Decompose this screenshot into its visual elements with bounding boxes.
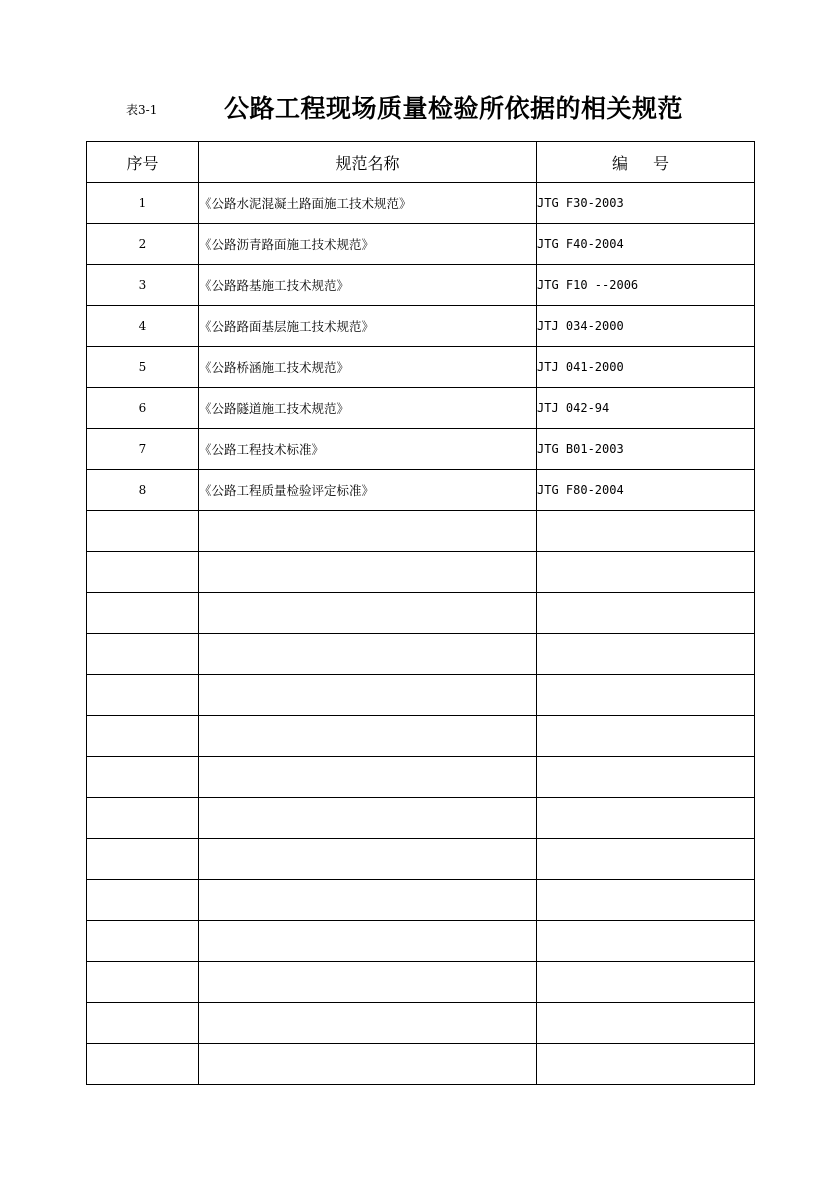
- standard-code-cell: [537, 757, 755, 798]
- row-number-cell: 8: [87, 470, 199, 511]
- standard-name-cell: [199, 716, 537, 757]
- table-row: [87, 347, 755, 388]
- standard-code-cell: JTG F40-2004: [537, 224, 755, 265]
- standard-code-cell: JTJ 034-2000: [537, 306, 755, 347]
- row-number-cell: 6: [87, 388, 199, 429]
- standard-name-cell: [199, 675, 537, 716]
- standard-name-cell: [199, 962, 537, 1003]
- standard-name-cell: [199, 757, 537, 798]
- table-number-label: 表3-1: [126, 103, 158, 117]
- table-row: [87, 1044, 755, 1085]
- row-number-cell: [87, 675, 199, 716]
- row-number-cell: [87, 716, 199, 757]
- row-number-cell: [87, 839, 199, 880]
- standard-code-cell: [537, 1003, 755, 1044]
- table-row: [87, 634, 755, 675]
- table-row: [87, 962, 755, 1003]
- standard-code-cell: JTJ 041-2000: [537, 347, 755, 388]
- table-row: [87, 429, 755, 470]
- row-number-cell: [87, 511, 199, 552]
- row-number-cell: [87, 1003, 199, 1044]
- row-number-cell: [87, 798, 199, 839]
- row-number-cell: [87, 921, 199, 962]
- row-number-cell: [87, 552, 199, 593]
- table-row: [87, 470, 755, 511]
- standard-name-cell: 《公路路基施工技术规范》: [199, 265, 537, 306]
- table-header-row: [87, 142, 755, 183]
- table-row: [87, 552, 755, 593]
- row-number-cell: [87, 880, 199, 921]
- standard-name-cell: 《公路工程技术标准》: [199, 429, 537, 470]
- column-header-code-label: 编 号: [611, 153, 680, 173]
- table-row: [87, 388, 755, 429]
- row-number-cell: 2: [87, 224, 199, 265]
- standard-name-cell: [199, 552, 537, 593]
- standard-code-cell: [537, 675, 755, 716]
- standard-name-cell: [199, 511, 537, 552]
- standard-code-cell: [537, 921, 755, 962]
- table-row: [87, 1003, 755, 1044]
- standard-code-cell: JTG F10 --2006: [537, 265, 755, 306]
- standard-code-cell: [537, 962, 755, 1003]
- standard-name-cell: [199, 921, 537, 962]
- standard-name-cell: [199, 634, 537, 675]
- standard-code-cell: [537, 798, 755, 839]
- standard-code-cell: [537, 593, 755, 634]
- table-row: [87, 306, 755, 347]
- row-number-cell: [87, 593, 199, 634]
- standard-name-cell: [199, 798, 537, 839]
- column-header-name: 规范名称: [199, 142, 537, 183]
- standard-name-cell: [199, 839, 537, 880]
- table-row: [87, 921, 755, 962]
- table-row: [87, 757, 755, 798]
- standard-name-cell: 《公路桥涵施工技术规范》: [199, 347, 537, 388]
- table-row: [87, 183, 755, 224]
- row-number-cell: 1: [87, 183, 199, 224]
- table-row: [87, 880, 755, 921]
- standard-code-cell: JTG B01-2003: [537, 429, 755, 470]
- standard-name-cell: 《公路路面基层施工技术规范》: [199, 306, 537, 347]
- standard-code-cell: [537, 552, 755, 593]
- row-number-cell: [87, 962, 199, 1003]
- row-number-cell: 5: [87, 347, 199, 388]
- row-number-cell: [87, 634, 199, 675]
- table-row: [87, 716, 755, 757]
- standard-code-cell: JTG F80-2004: [537, 470, 755, 511]
- standard-code-cell: [537, 511, 755, 552]
- standard-name-cell: 《公路工程质量检验评定标准》: [199, 470, 537, 511]
- column-header-code: [537, 142, 755, 183]
- standard-name-cell: [199, 1044, 537, 1085]
- table-row: [87, 511, 755, 552]
- row-number-cell: 3: [87, 265, 199, 306]
- standard-code-cell: [537, 839, 755, 880]
- standard-name-cell: [199, 1003, 537, 1044]
- row-number-cell: 4: [87, 306, 199, 347]
- table-body: [87, 183, 755, 1085]
- standards-table: [86, 141, 755, 1085]
- standard-code-cell: [537, 634, 755, 675]
- standard-name-cell: [199, 880, 537, 921]
- document-title: 公路工程现场质量检验所依据的相关规范: [224, 94, 684, 123]
- row-number-cell: [87, 1044, 199, 1085]
- standard-code-cell: [537, 716, 755, 757]
- table-row: [87, 675, 755, 716]
- table-row: [87, 593, 755, 634]
- standard-name-cell: 《公路沥青路面施工技术规范》: [199, 224, 537, 265]
- standard-code-cell: JTG F30-2003: [537, 183, 755, 224]
- table-row: [87, 839, 755, 880]
- table-row: [87, 224, 755, 265]
- table-row: [87, 798, 755, 839]
- standard-code-cell: [537, 1044, 755, 1085]
- column-header-number: 序号: [87, 142, 199, 183]
- standard-code-cell: [537, 880, 755, 921]
- row-number-cell: [87, 757, 199, 798]
- standard-name-cell: 《公路隧道施工技术规范》: [199, 388, 537, 429]
- standard-name-cell: 《公路水泥混凝土路面施工技术规范》: [199, 183, 537, 224]
- standard-name-cell: [199, 593, 537, 634]
- row-number-cell: 7: [87, 429, 199, 470]
- standard-code-cell: JTJ 042-94: [537, 388, 755, 429]
- table-row: [87, 265, 755, 306]
